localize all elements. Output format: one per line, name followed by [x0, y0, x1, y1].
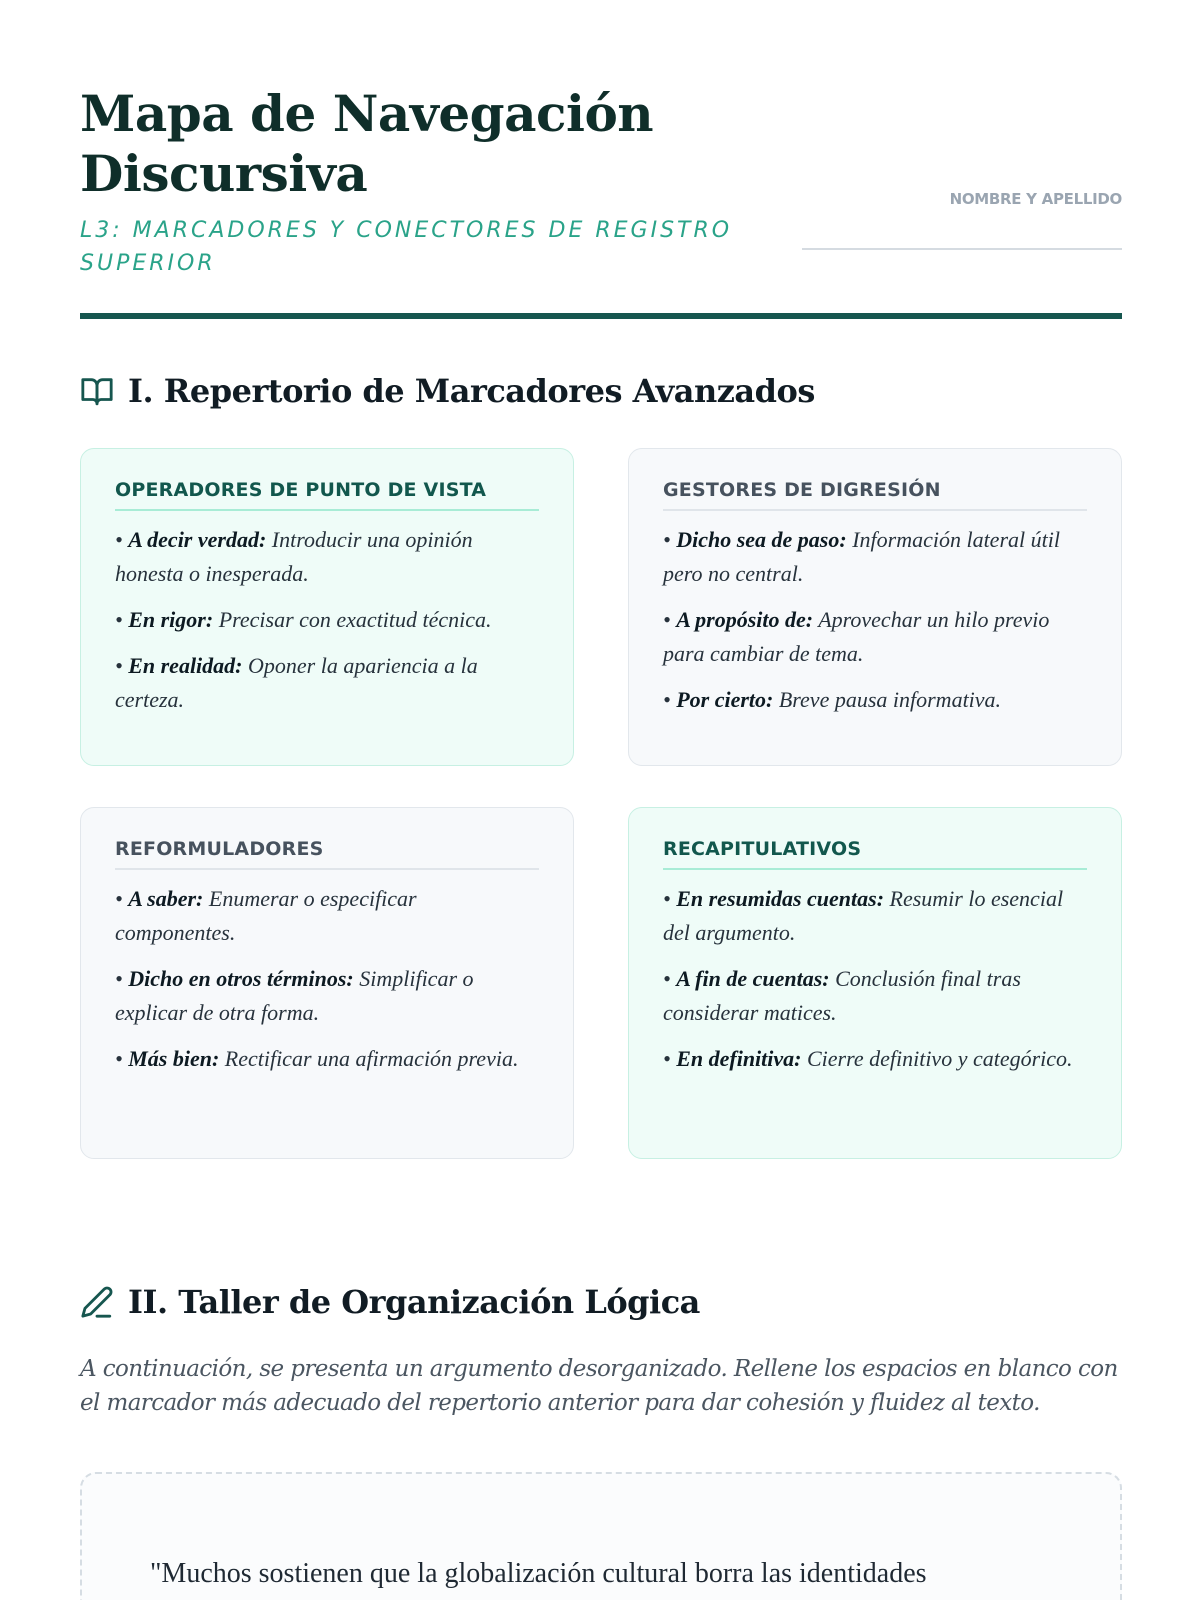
entry-term: A propósito de:: [676, 607, 814, 632]
card-heading: REFORMULADORES: [115, 838, 539, 870]
card-heading: RECAPITULATIVOS: [663, 838, 1087, 870]
entry-desc: Resumir lo esencial del argumento.: [663, 886, 1064, 945]
page-title: Mapa de Navegación Discursiva: [80, 84, 654, 203]
card-entry: • A decir verdad: Introducir una opinión honesta o inesperada.: [115, 527, 473, 586]
entry-desc: Precisar con exactitud técnica.: [218, 607, 492, 632]
entry-term: A fin de cuentas:: [676, 966, 830, 991]
entry-term: En definitiva:: [676, 1046, 802, 1071]
entry-desc: Cierre definitivo y categórico.: [806, 1046, 1073, 1071]
entry-desc: Breve pausa informativa.: [778, 687, 1002, 712]
card-entry: • A propósito de: Aprovechar un hilo previo para cambiar de tema.: [663, 607, 1050, 666]
name-field-line[interactable]: [802, 248, 1122, 250]
entry-term: En realidad:: [128, 653, 243, 678]
entry-term: Por cierto:: [676, 687, 774, 712]
entry-desc: Oponer la apariencia a la certeza.: [115, 653, 478, 712]
entry-desc: Información lateral útil pero no central.: [663, 527, 1060, 586]
entry-term: A decir verdad:: [128, 527, 267, 552]
card-entry: • Por cierto: Breve pausa informativa.: [663, 687, 1002, 712]
card-recapitulativos: [628, 807, 1122, 1159]
entry-desc: Introducir una opinión honesta o inesperada.: [115, 527, 473, 586]
entry-desc: Simplificar o explicar de otra forma.: [115, 966, 474, 1025]
card-entry: • En rigor: Precisar con exactitud técnica.: [115, 607, 492, 632]
card-entry: • En resumidas cuentas: Resumir lo esencial del argumento.: [663, 886, 1064, 945]
name-field-block: [802, 190, 1122, 250]
card-reformuladores: [80, 807, 574, 1159]
section-1-title-text: I. Repertorio de Marcadores Avanzados: [128, 372, 815, 410]
section-2-title: [80, 1283, 700, 1321]
page-subtitle: L3: MARCADORES Y CONECTORES DE REGISTRO SUPERIOR: [80, 218, 733, 276]
book-open-icon: [80, 374, 114, 408]
section-2-title-text: II. Taller de Organización Lógica: [128, 1283, 700, 1321]
card-gestores: [628, 448, 1122, 766]
entry-term: En rigor:: [128, 607, 214, 632]
card-entry: • Más bien: Rectificar una afirmación previa.: [115, 1046, 519, 1071]
entry-term: Dicho en otros términos:: [128, 966, 354, 991]
card-entry: • A fin de cuentas: Conclusión final tras considerar matices.: [663, 966, 1021, 1025]
card-entry: • En definitiva: Cierre definitivo y categórico.: [663, 1046, 1073, 1071]
entry-desc: Aprovechar un hilo previo para cambiar de tema.: [663, 607, 1050, 666]
entry-desc: Conclusión final tras considerar matices.: [663, 966, 1021, 1025]
card-heading: OPERADORES DE PUNTO DE VISTA: [115, 479, 539, 511]
entry-term: En resumidas cuentas:: [676, 886, 885, 911]
card-entry: • Dicho en otros términos: Simplificar o explicar de otra forma.: [115, 966, 474, 1025]
entry-term: Más bien:: [128, 1046, 220, 1071]
workshop-exercise-box: [80, 1472, 1122, 1600]
entry-desc: Enumerar o especificar componentes.: [115, 886, 417, 945]
pencil-icon: [80, 1285, 114, 1319]
header-divider: [80, 313, 1122, 319]
card-entry: • Dicho sea de paso: Información lateral útil pero no central.: [663, 527, 1060, 586]
card-operadores: [80, 448, 574, 766]
workshop-quote: "Muchos sostienen que la globalización cultural borra las identidades: [150, 1558, 927, 1589]
page-header: [80, 84, 1122, 324]
card-entry: • En realidad: Oponer la apariencia a la certeza.: [115, 653, 478, 712]
card-entry: • A saber: Enumerar o especificar componentes.: [115, 886, 417, 945]
entry-term: Dicho sea de paso:: [676, 527, 847, 552]
section-1-title: [80, 372, 815, 410]
name-field-label: NOMBRE Y APELLIDO: [949, 190, 1122, 208]
entry-desc: Rectificar una afirmación previa.: [224, 1046, 519, 1071]
entry-term: A saber:: [128, 886, 204, 911]
card-heading: GESTORES DE DIGRESIÓN: [663, 479, 1087, 511]
workshop-instructions: A continuación, se presenta un argumento desorganizado. Rellene los espacios en blanco con el marcador más adecuado del repertorio anterior para dar cohesión y fluidez al texto.: [80, 1356, 1118, 1416]
